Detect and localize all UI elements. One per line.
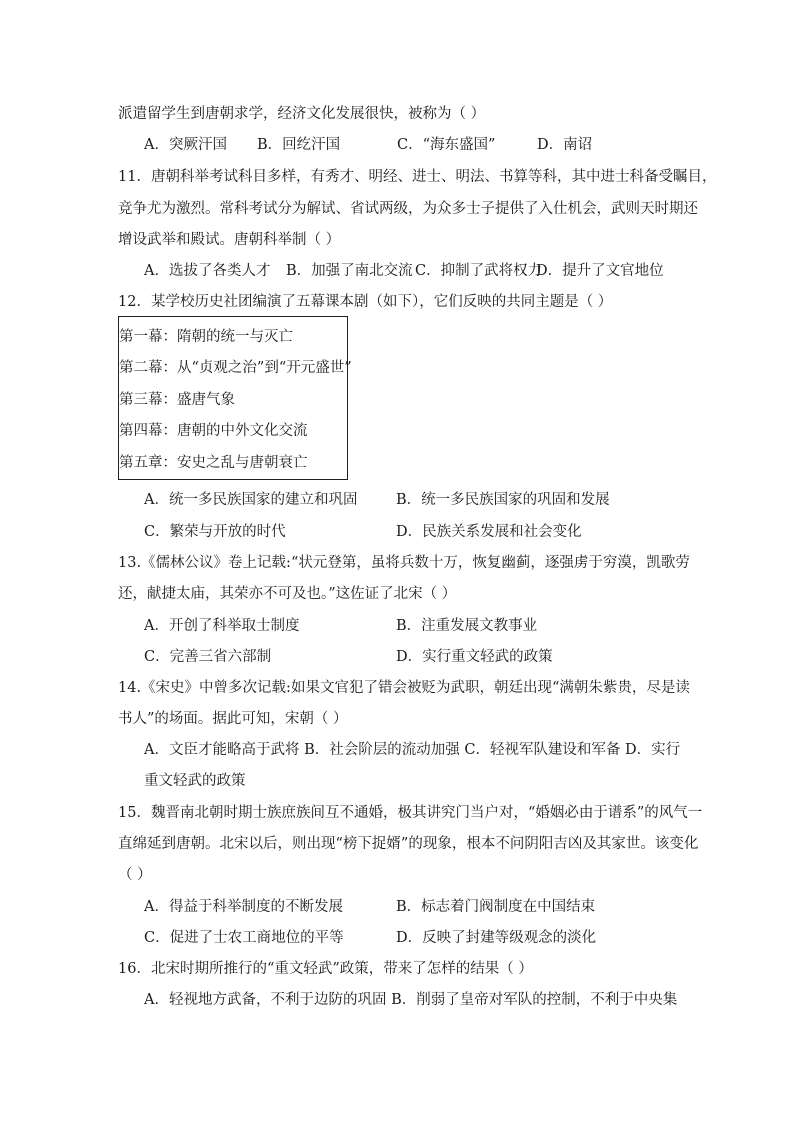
q12-act-5: 第五章：安史之乱与唐朝衰亡 <box>119 455 308 471</box>
q13-option-d: D．实行重文轻武的政策 <box>396 649 553 665</box>
q15-option-d: D．反映了封建等级观念的淡化 <box>396 930 597 946</box>
q13-option-a: A．开创了科举取士制度 <box>144 618 300 634</box>
q14-stem-line-1: 14.《宋史》中曾多次记载:如果文官犯了错会被贬为武职，朝廷出现“满朝朱紫贵，尽是读 <box>118 680 690 696</box>
q15-option-b: B．标志着门阀制度在中国结束 <box>396 899 596 915</box>
q11-option-a: A．选拔了各类人才 <box>144 263 271 279</box>
q11-stem-line-3: 增设武举和殿试。唐朝科举制（ ） <box>118 232 341 248</box>
q16-stem: 16．北宋时期所推行的“重文轻武”政策，带来了怎样的结果（ ） <box>118 961 533 977</box>
q10-option-d: D．南诏 <box>537 137 593 153</box>
q15-stem-line-3: （ ） <box>118 867 152 883</box>
q12-act-1: 第一幕：隋朝的统一与灭亡 <box>119 329 293 345</box>
q13-option-c: C．完善三省六部制 <box>144 649 272 665</box>
q13-stem-line-2: 还，献捷太庙，其荣亦不可及也。”这佐证了北宋（ ） <box>118 586 457 602</box>
q12-act-3: 第三幕：盛唐气象 <box>119 392 235 408</box>
q15-option-c: C．促进了士农工商地位的平等 <box>144 930 344 946</box>
q10-stem-continued: 派遣留学生到唐朝求学，经济文化发展很快，被称为（ ） <box>118 106 486 122</box>
q12-option-a: A．统一多民族国家的建立和巩固 <box>144 492 358 508</box>
q15-option-a: A．得益于科举制度的不断发展 <box>144 899 343 915</box>
q11-option-d: D．提升了文官地位 <box>536 263 664 279</box>
q13-option-b: B．注重发展文教事业 <box>396 618 538 634</box>
q12-act-2: 第二幕：从“贞观之治”到“开元盛世” <box>119 360 352 376</box>
q12-act-4: 第四幕：唐朝的中外文化交流 <box>119 423 308 439</box>
q11-option-b: B．加强了南北交流 <box>286 263 413 279</box>
q15-stem-line-1: 15．魏晋南北朝时期士族庶族间互不通婚，极其讲究门当户对，“婚姻必由于谱系”的风气一 <box>118 805 703 821</box>
q10-option-c: C．“海东盛国” <box>397 137 496 153</box>
q12-option-b: B．统一多民族国家的巩固和发展 <box>396 492 610 508</box>
q16-options-line: A．轻视地方武备，不利于边防的巩固 B．削弱了皇帝对军队的控制，不利于中央集 <box>144 992 678 1008</box>
q10-option-b: B．回纥汗国 <box>257 137 341 153</box>
q14-options-line: A．文臣才能略高于武将 B．社会阶层的流动加强 C．轻视军队建设和军备 D．实行 <box>144 742 681 758</box>
q12-act-list-box <box>118 316 352 480</box>
q13-stem-line-1: 13.《儒林公议》卷上记载:“状元登第，虽将兵数十万，恢复幽蓟，逐强虏于穷漠，凯歌劳 <box>118 555 690 571</box>
q10-option-a: A．突厥汗国 <box>144 137 227 153</box>
q15-stem-line-2: 直绵延到唐朝。北宋以后，则出现“榜下捉婿”的现象，根本不问阴阳吉凶及其家世。该变化 <box>118 836 699 852</box>
q11-stem-line-1: 11．唐朝科举考试科目多样，有秀才、明经、进士、明法、书算等科，其中进士科备受瞩目， <box>118 169 717 185</box>
q11-stem-line-2: 竞争尤为激烈。常科考试分为解试、省试两级，为众多士子提供了入仕机会，武则天时期还 <box>118 201 698 217</box>
q14-options-line-cont: 重文轻武的政策 <box>144 773 246 789</box>
q14-stem-line-2: 书人”的场面。据此可知，宋朝（ ） <box>118 711 348 727</box>
q11-option-c: C．抑制了武将权力 <box>415 263 543 279</box>
q12-stem: 12．某学校历史社团编演了五幕课本剧（如下），它们反映的共同主题是（ ） <box>118 294 613 310</box>
q12-option-d: D．民族关系发展和社会变化 <box>396 524 582 540</box>
q12-option-c: C．繁荣与开放的时代 <box>144 524 286 540</box>
